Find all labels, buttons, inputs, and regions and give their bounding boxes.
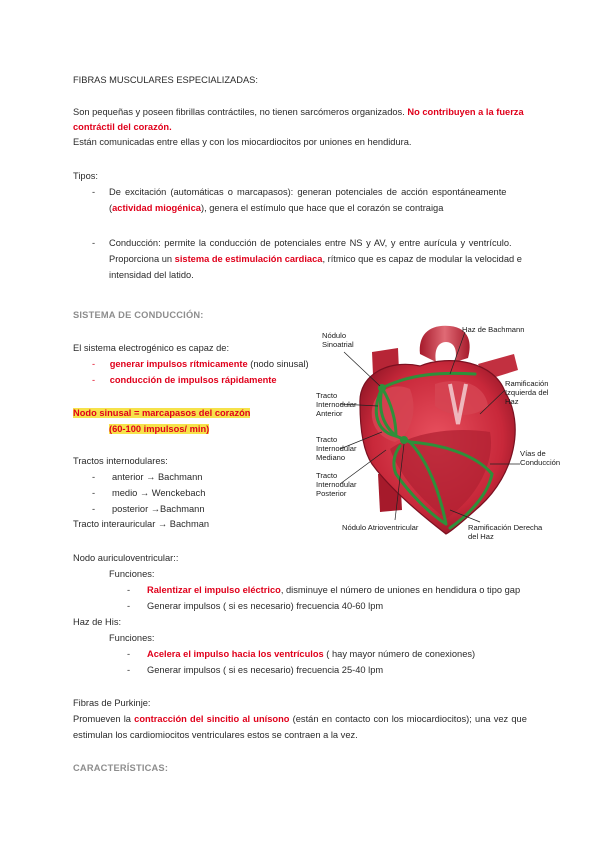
label-ram-izq-1: Ramificación bbox=[505, 379, 549, 388]
tracto-item-medio: - medio → Wenckebach bbox=[92, 488, 206, 498]
tipos-item-1-line-a: De excitación (automáticas o marcapasos): generan potenciales de acción espontáneamente bbox=[109, 187, 507, 197]
tracto-item-posterior: - posterior →Bachmann bbox=[92, 504, 205, 514]
nodo-sinusal-freq: (60-100 impulsos/ min) bbox=[109, 424, 210, 434]
label-tracto-ant-1: Tracto bbox=[316, 391, 338, 400]
label-nodulo-sinoatrial-1: Nódulo bbox=[322, 331, 347, 340]
label-ram-der-1: Ramificación Derecha bbox=[468, 523, 543, 532]
tipos-dash-1: - bbox=[92, 187, 96, 197]
tipos-item-2-line-c: intensidad del latido. bbox=[109, 270, 194, 280]
nodo-av-f1: - Ralentizar el impulso eléctrico, disminuye el número de uniones en hendidura o tipo gap bbox=[127, 585, 521, 595]
intro-text: Son pequeñas y poseen fibrillas contráctiles, no tienen sarcómeros organizados. bbox=[73, 107, 405, 117]
heart-conduction-diagram bbox=[300, 314, 570, 544]
label-ram-der-2: del Haz bbox=[468, 532, 494, 541]
haz-his-funciones: Funciones: bbox=[109, 633, 155, 643]
nodo-av-f2: - Generar impulsos ( si es necesario) frecuencia 40-60 lpm bbox=[127, 601, 384, 611]
label-tracto-med-3: Mediano bbox=[316, 453, 346, 462]
label-nodulo-av: Nódulo Atrioventricular bbox=[342, 523, 419, 532]
tracto-item-anterior: - anterior → Bachmann bbox=[92, 472, 203, 482]
nodo-av-label: Nodo auriculoventricular:: bbox=[73, 553, 179, 563]
sistema-bullet-2: - conducción de impulsos rápidamente bbox=[92, 375, 277, 385]
sistema-bullet-1: - generar impulsos rítmicamente (nodo sinusal) bbox=[92, 359, 309, 369]
tipos-label: Tipos: bbox=[73, 171, 98, 181]
nodo-sinusal-marcapasos: Nodo sinusal = marcapasos del corazón bbox=[73, 408, 251, 418]
label-ram-izq-3: Haz bbox=[505, 397, 519, 406]
section-heading-caracteristicas: CARACTERÍSTICAS: bbox=[73, 763, 169, 773]
tipos-item-1-line-b: (actividad miogénica), genera el estímulo que hace que el corazón se contraiga bbox=[109, 203, 444, 213]
purkinje-line-2: estimulan los cardiomiocitos ventriculares estos se contraen a la vez. bbox=[73, 730, 358, 740]
actividad-miogenica: actividad miogénica bbox=[112, 203, 201, 213]
label-tracto-post-2: Internodular bbox=[316, 480, 357, 489]
intro-line-2: Están comunicadas entre ellas y con los miocardiocitos por uniones en hendidura. bbox=[73, 137, 412, 147]
label-tracto-post-3: Posterior bbox=[316, 489, 347, 498]
label-tracto-ant-3: Anterior bbox=[316, 409, 343, 418]
haz-his-f2: - Generar impulsos ( si es necesario) frecuencia 25-40 lpm bbox=[127, 665, 384, 675]
label-ram-izq-2: Izquierda del bbox=[505, 388, 549, 397]
label-vias-1: Vías de bbox=[520, 449, 546, 458]
label-nodulo-sinoatrial-2: Sinoatrial bbox=[322, 340, 354, 349]
tipos-item-2-line-a: Conducción: permite la conducción de potenciales entre NS y AV, y entre aurícula y ventrículo. bbox=[109, 238, 512, 248]
intro-red-2: contráctil del corazón. bbox=[73, 122, 172, 132]
sistema-intro: El sistema electrogénico es capaz de: bbox=[73, 343, 230, 353]
haz-his-f1: - Acelera el impulso hacia los ventrículos ( hay mayor número de conexiones) bbox=[127, 649, 476, 659]
intro-line-1 bbox=[73, 106, 524, 119]
sistema-estimulacion: sistema de estimulación cardiaca bbox=[174, 254, 323, 264]
label-tracto-ant-2: Internodular bbox=[316, 400, 357, 409]
tipos-dash-2: - bbox=[92, 238, 96, 248]
section-heading-sistema: SISTEMA DE CONDUCCIÓN: bbox=[73, 310, 204, 320]
haz-his-label: Haz de His: bbox=[73, 617, 122, 627]
tracto-interauricular: Tracto interauricular → Bachman bbox=[73, 519, 210, 529]
label-haz-bachmann: Haz de Bachmann bbox=[462, 325, 525, 334]
label-vias-2: Conducción bbox=[520, 458, 561, 467]
tractos-label: Tractos internodulares: bbox=[73, 456, 168, 466]
tipos-item-2-line-b: Proporciona un sistema de estimulación cardiaca, rítmico que es capaz de modular la velocidad e bbox=[109, 254, 522, 264]
label-tracto-post-1: Tracto bbox=[316, 471, 338, 480]
purkinje-label: Fibras de Purkinje: bbox=[73, 698, 151, 708]
nodo-av-funciones: Funciones: bbox=[109, 569, 155, 579]
intro-red-1: No contribuyen a la fuerza bbox=[407, 107, 524, 117]
av-node-marker bbox=[400, 436, 408, 444]
label-tracto-med-1: Tracto bbox=[316, 435, 338, 444]
page-title: FIBRAS MUSCULARES ESPECIALIZADAS: bbox=[73, 75, 258, 85]
label-tracto-med-2: Internodular bbox=[316, 444, 357, 453]
purkinje-line-1: Promueven la contracción del sincitio al unísono (están en contacto con los miocardiocitos); una vez que bbox=[73, 714, 527, 724]
